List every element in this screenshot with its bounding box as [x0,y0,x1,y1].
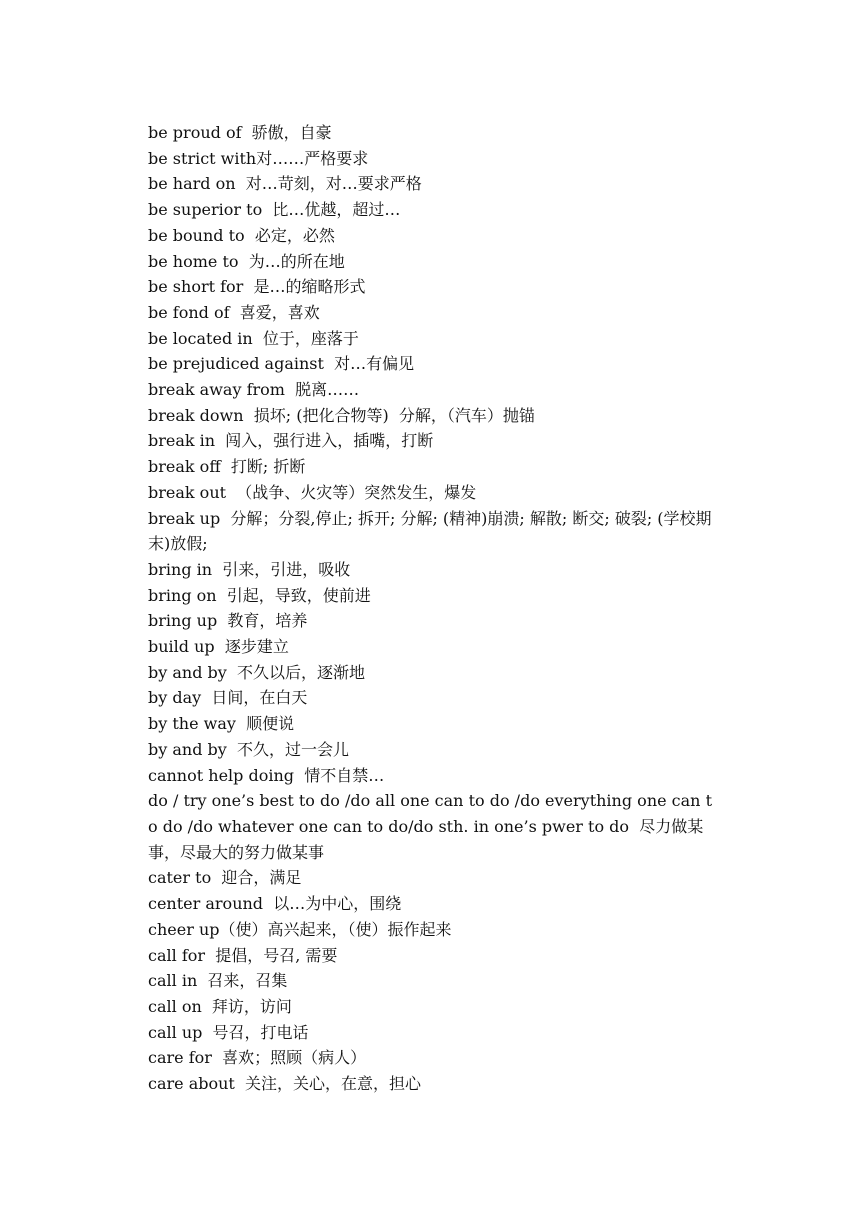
phrase-entry: be located in 位于，座落于 [148,328,359,348]
phrase-entry: do / try one’s best to do /do all one can to do /do everything one can to do /do whatever one can to do/do sth. in one’s pwer to do 尽力做某事，尽最大的努力做某事 [148,791,712,862]
phrase-entry: break off 打断; 折断 [148,457,306,477]
phrase-entry: by the way 顺便说 [148,714,295,734]
phrase-entry: be prejudiced against 对…有偏见 [148,354,415,374]
phrase-entry: be short for 是…的缩略形式 [148,277,366,297]
phrase-entry: call in 召来，召集 [148,971,288,991]
phrase-entry: by and by 不久，过一会儿 [148,739,349,759]
phrase-entry: bring on 引起，导致，使前进 [148,585,371,605]
phrase-entry: break out （战争、火灾等）突然发生，爆发 [148,482,477,502]
phrase-entry: break up 分解；分裂,停止; 拆开; 分解; (精神)崩溃; 解散; 断交; 破裂; (学校期末)放假; [148,508,712,554]
phrase-entry: by and by 不久以后，逐渐地 [148,662,365,682]
phrase-entry: break away from 脱离…… [148,380,360,400]
phrase-entry: cannot help doing 情不自禁… [148,765,385,785]
phrase-entry: be superior to 比…优越，超过… [148,200,401,220]
phrase-entry: build up 逐步建立 [148,637,289,657]
phrase-entry: call on 拜访，访问 [148,996,292,1016]
phrase-entry: be strict with对……严格要求 [148,148,369,168]
phrase-entry: cater to 迎合，满足 [148,868,302,888]
phrase-entry: call for 提倡，号召, 需要 [148,945,338,965]
phrase-entry: call up 号召，打电话 [148,1022,309,1042]
phrase-entry: be bound to 必定，必然 [148,225,335,245]
phrase-entry: be hard on 对…苛刻，对…要求严格 [148,174,422,194]
phrase-entry: bring up 教育，培养 [148,611,308,631]
phrase-entry: be fond of 喜爱，喜欢 [148,302,320,322]
phrase-entry: cheer up（使）高兴起来，（使）振作起来 [148,919,452,939]
phrase-entry: break down 损坏; (把化合物等) 分解，（汽车）抛锚 [148,405,535,425]
phrase-entry: center around 以…为中心，围绕 [148,894,402,914]
phrase-entry: care about 关注，关心，在意，担心 [148,1074,422,1094]
phrase-list [148,120,718,1097]
phrase-entry: bring in 引来，引进，吸收 [148,559,351,579]
phrase-entry: be proud of 骄傲，自豪 [148,123,332,142]
phrase-entry: by day 日间，在白天 [148,688,308,708]
phrase-entry: care for 喜欢；照顾（病人） [148,1048,367,1068]
phrase-entry: be home to 为…的所在地 [148,251,345,271]
phrase-entry: break in 闯入，强行进入，插嘴，打断 [148,431,434,451]
